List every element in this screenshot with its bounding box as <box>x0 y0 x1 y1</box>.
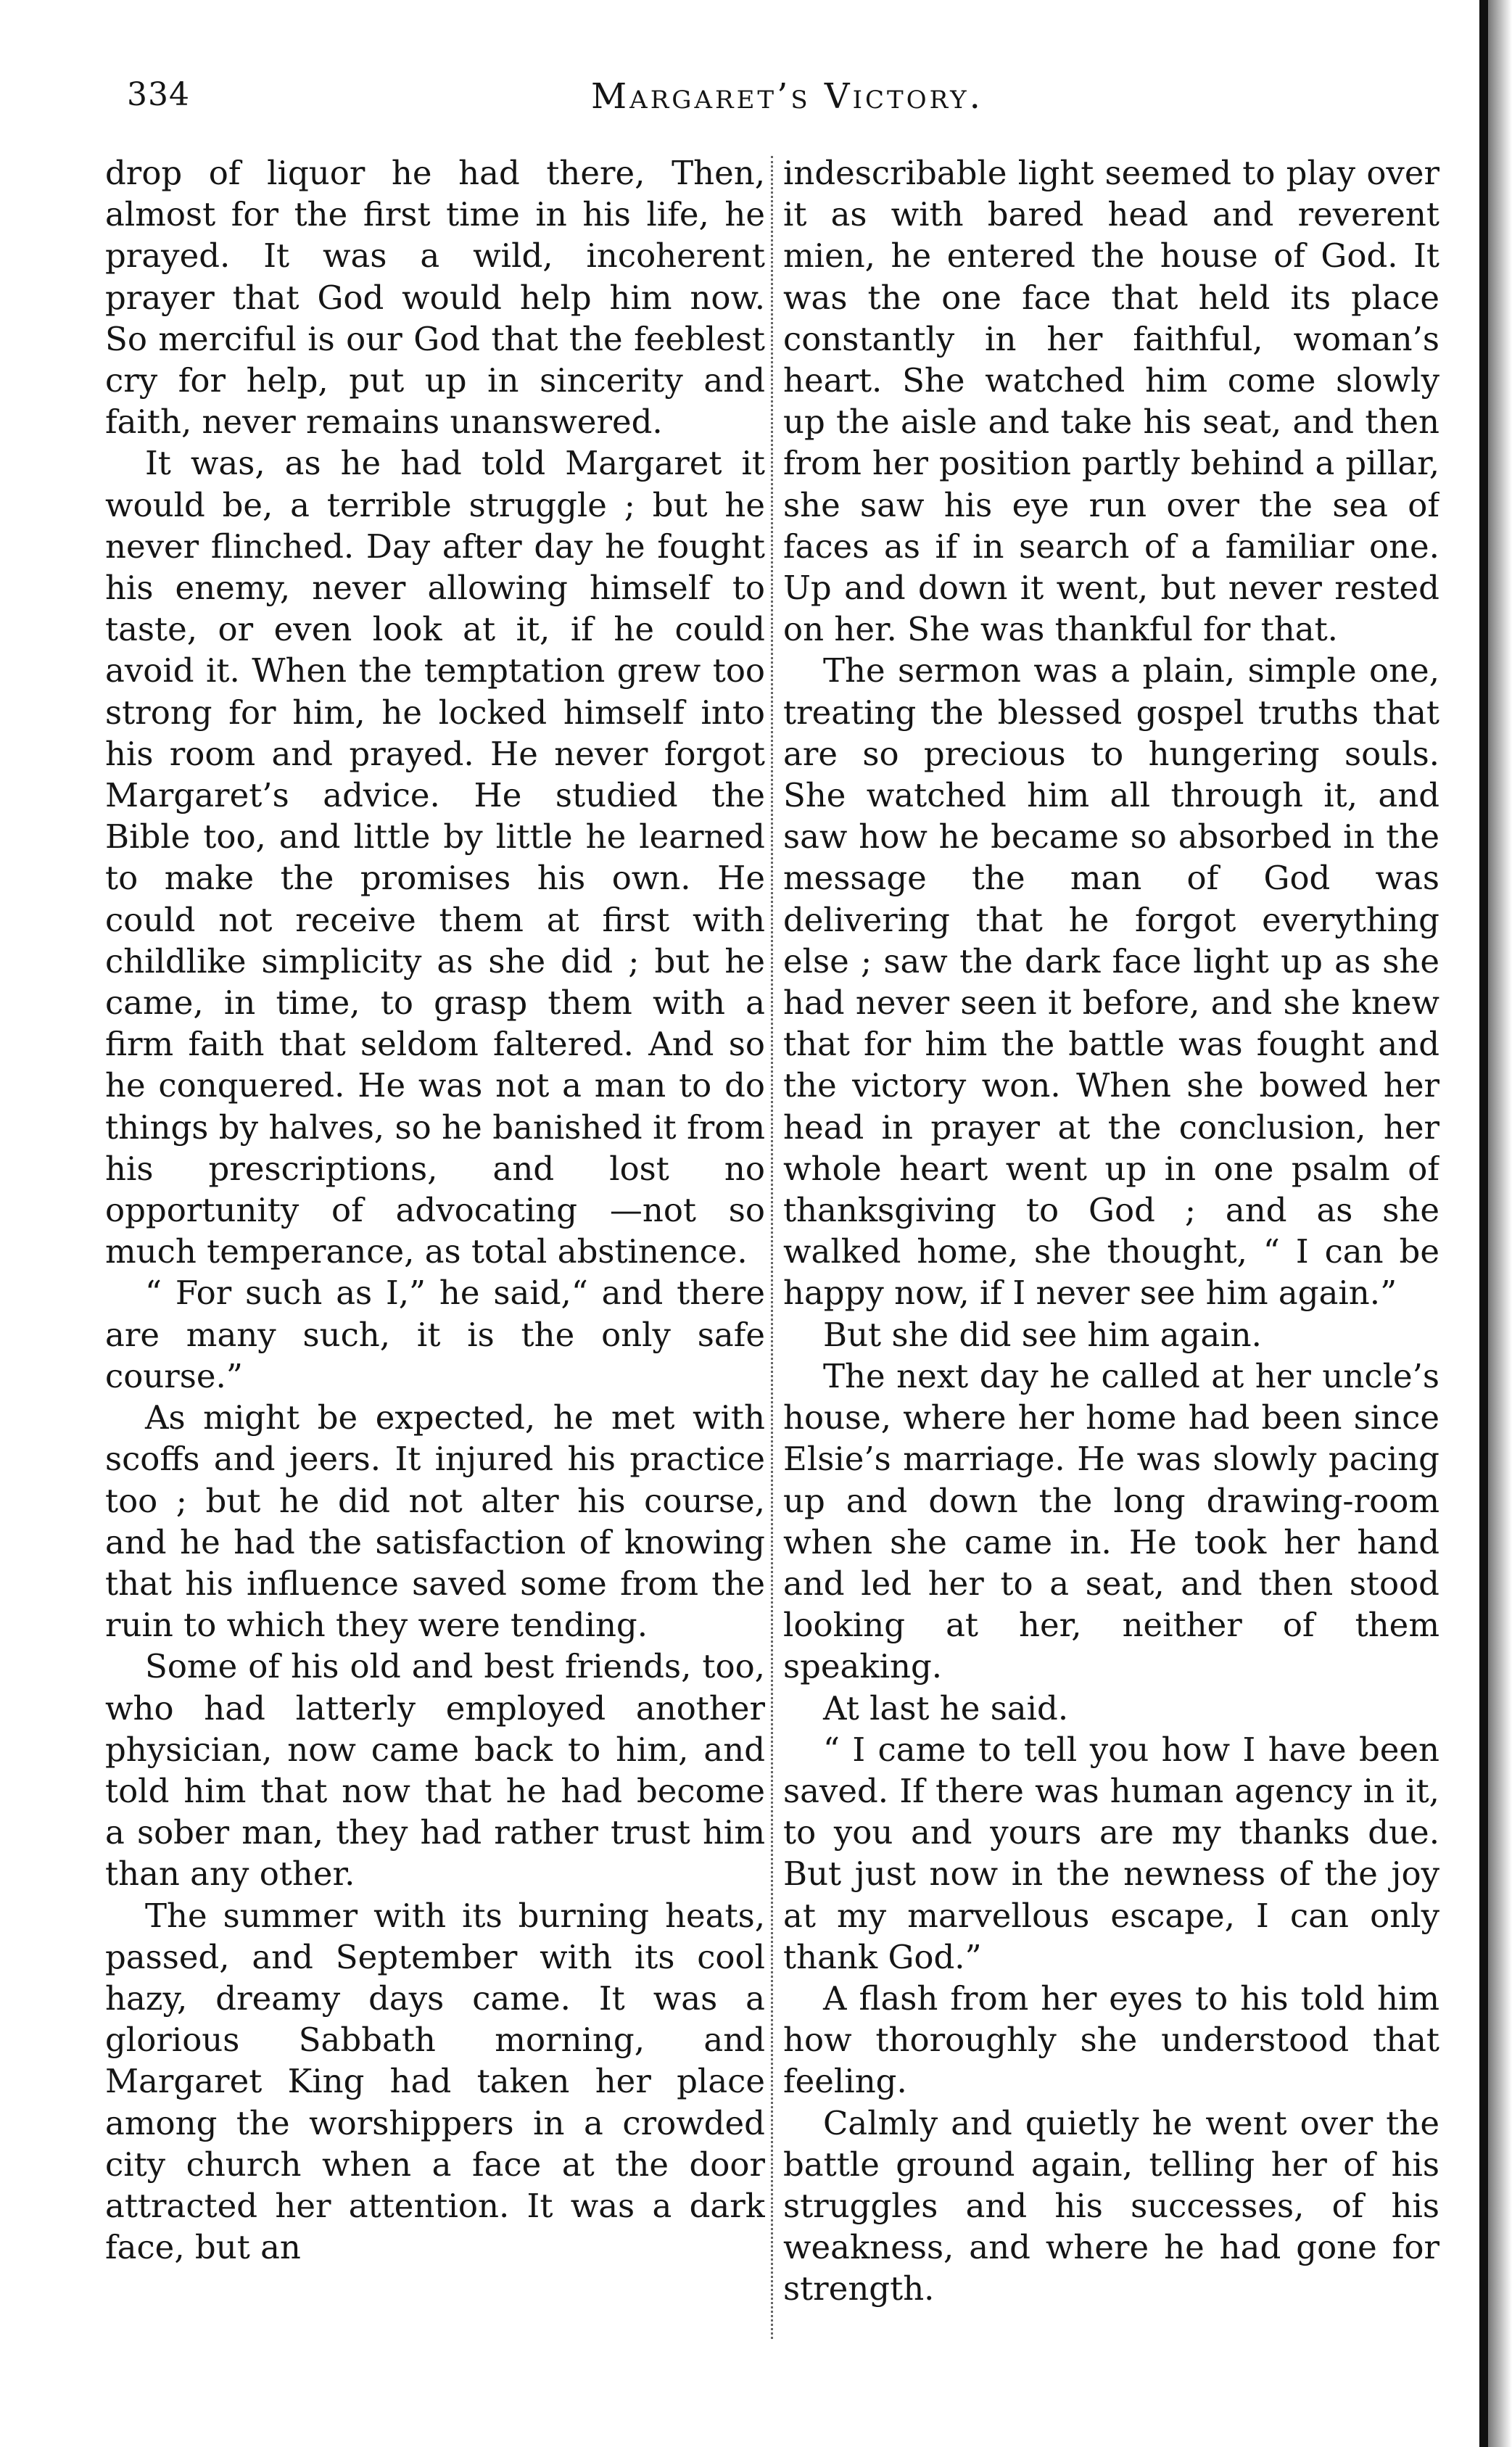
running-head: Margaret’s Victory. <box>591 76 983 117</box>
paragraph: “ I came to tell you how I have been saved. If there was human agency in it, to you and yours are my thanks due. But just now in the newness of the joy at my marvellous escape, I can only thank God.” <box>783 1730 1439 1976</box>
paragraph: “ For such as I,” he said,“ and there are many such, it is the only safe course.” <box>105 1274 765 1395</box>
paragraph: drop of liquor he had there, Then, almost for the first time in his life, he prayed. It was a wild, incoherent prayer that God would help him now. So merciful is our God that the feeblest cry for help, put up in sincerity and faith, never remains unanswered. <box>105 154 765 442</box>
gutter-rule <box>771 156 773 2339</box>
page-edge-strip <box>1479 0 1488 2447</box>
paragraph: The summer with its burning heats, passed, and September with its cool hazy, dreamy days came. It was a glorious Sabbath morning, and Margaret King had taken her place among the worshippers in a crowded city church when a face at the door attracted her attention. It was a dark face, but an <box>105 1896 765 2267</box>
paragraph: It was, as he had told Margaret it would be, a terrible struggle ; but he never flinched. Day after day he fought his enemy, never allowing himself to taste, or even look at it, if he could avoid it. When the temptation grew too strong for him, he locked himself into his room and prayed. He never forgot Margaret’s advice. He studied the Bible too, and little by little he learned to make the promises his own. He could not receive them at first with childlike simplicity as she did ; but he came, in time, to grasp them with a firm faith that seldom faltered. And so he conquered. He was not a man to do things by halves, so he banished it from his prescriptions, and lost no opportunity of advocating —not so much temperance, as total abstinence. <box>105 444 765 1271</box>
page-edge-shadow <box>1488 0 1512 2447</box>
page-number: 334 <box>127 76 190 113</box>
paragraph: At last he said. <box>823 1688 1069 1728</box>
paragraph: The sermon was a plain, simple one, treating the blessed gospel truths that are so precious to hungering souls. She watched him all through it, and saw how he became so absorbed in the message the man of God was delivering that he forgot everything else ; saw the dark face light up as she had never seen it before, and she knew that for him the battle was fought and the victory won. When she bowed her head in prayer at the conclusion, her whole heart went up in one psalm of thanksgiving to God ; and as she walked home, she thought, “ I can be happy now, if I never see him again.” <box>783 651 1439 1313</box>
paragraph: But she did see him again. <box>823 1315 1262 1354</box>
paragraph: Calmly and quietly he went over the battle ground again, telling her of his struggles and his successes, of his weakness, and where he had gone for strength. <box>783 2103 1439 2308</box>
paragraph: A flash from her eyes to his told him how thoroughly she understood that feeling. <box>783 1978 1439 2101</box>
paragraph: indescribable light seemed to play over it as with bared head and reverent mien, he entered the house of God. It was the one face that held its place constantly in her faithful, woman’s heart. She watched him come slowly up the aisle and take his seat, and then from her position partly behind a pillar, she saw his eye run over the sea of faces as if in search of a familiar one. Up and down it went, but never rested on her. She was thankful for that. <box>783 154 1439 649</box>
left-column <box>105 152 765 2386</box>
paragraph: The next day he called at her uncle’s house, where her home had been since Elsie’s marriage. He was slowly pacing up and down the long drawing-room when she came in. He took her hand and led her to a seat, and then stood looking at her, neither of them speaking. <box>783 1356 1439 1686</box>
right-column <box>783 152 1439 2386</box>
paragraph: As might be expected, he met with scoffs and jeers. It injured his practice too ; but he did not alter his course, and he had the satisfaction of knowing that his influence saved some from the ruin to which they were tending. <box>105 1398 765 1645</box>
paragraph: Some of his old and best friends, too, who had latterly employed another physician, now came back to him, and told him that now that he had become a sober man, they had rather trust him than any other. <box>105 1647 765 1894</box>
